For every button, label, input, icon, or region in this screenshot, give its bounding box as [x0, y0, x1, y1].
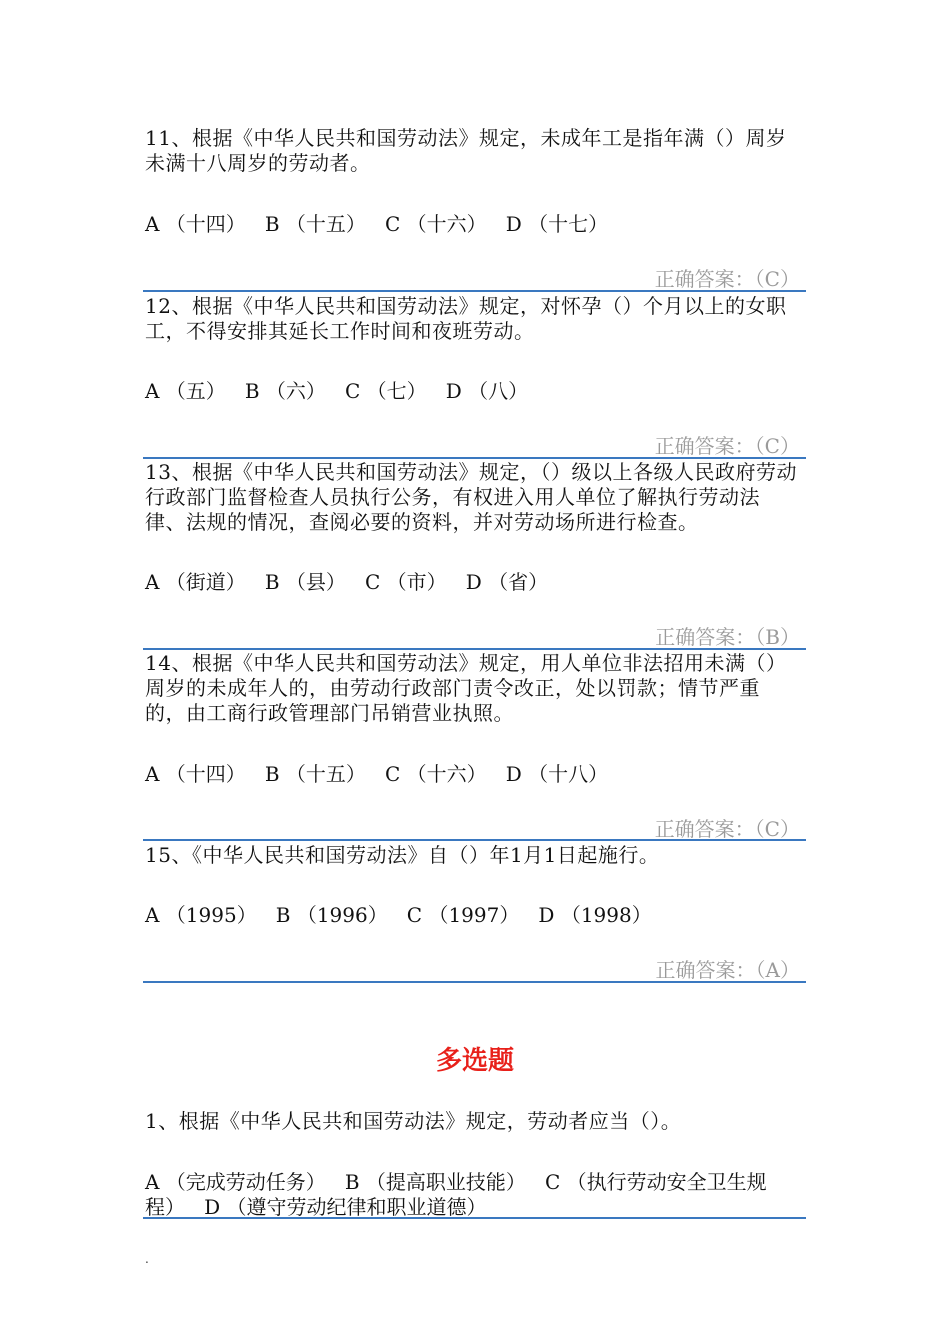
section-title: 多选题 [435, 1046, 514, 1076]
question-14-options: A （十四） B （十五） C （十六） D （十八） [145, 762, 609, 786]
question-15-text: 15、《中华人民共和国劳动法》自（）年1月1日起施行。 [145, 843, 660, 867]
question-12-text: 12、根据《中华人民共和国劳动法》规定，对怀孕（）个月以上的女职工，不得安排其延长工作时间和夜班劳动。 [145, 294, 787, 343]
divider [143, 457, 806, 459]
question-13-text: 13、根据《中华人民共和国劳动法》规定，（）级以上各级人民政府劳动行政部门监督检查人员执行公务，有权进入用人单位了解执行劳动法律、法规的情况，查阅必要的资料，并对劳动场所进行检查。 [145, 460, 797, 534]
question-15-answer: 正确答案：（A） [655, 958, 800, 982]
multi-question-1-text: 1、根据《中华人民共和国劳动法》规定，劳动者应当（）。 [145, 1109, 682, 1133]
multi-question-1-options: A （完成劳动任务） B （提高职业技能） C （执行劳动安全卫生规程） D （遵守劳动纪律和职业道德） [145, 1170, 767, 1219]
question-14-answer: 正确答案：（C） [654, 817, 800, 841]
question-12-options: A （五） B （六） C （七） D （八） [145, 379, 529, 403]
divider [143, 981, 806, 983]
question-12-answer: 正确答案：（C） [654, 434, 800, 458]
question-11-text: 11、根据《中华人民共和国劳动法》规定，未成年工是指年满（）周岁未满十八周岁的劳动者。 [145, 126, 787, 175]
question-14-text: 14、根据《中华人民共和国劳动法》规定，用人单位非法招用未满（）周岁的未成年人的，由劳动行政部门责令改正，处以罚款；情节严重的，由工商行政管理部门吊销营业执照。 [145, 651, 787, 725]
question-11-options: A （十四） B （十五） C （十六） D （十七） [145, 212, 609, 236]
footer-mark: . [145, 1252, 149, 1266]
question-13-options: A （街道） B （县） C （市） D （省） [145, 570, 549, 594]
question-15-options: A （1995） B （1996） C （1997） D （1998） [145, 903, 652, 927]
question-13-answer: 正确答案：（B） [655, 625, 800, 649]
divider [143, 839, 806, 841]
divider [143, 1217, 806, 1219]
question-11-answer: 正确答案：（C） [654, 267, 800, 291]
divider [143, 648, 806, 650]
divider [143, 290, 806, 292]
